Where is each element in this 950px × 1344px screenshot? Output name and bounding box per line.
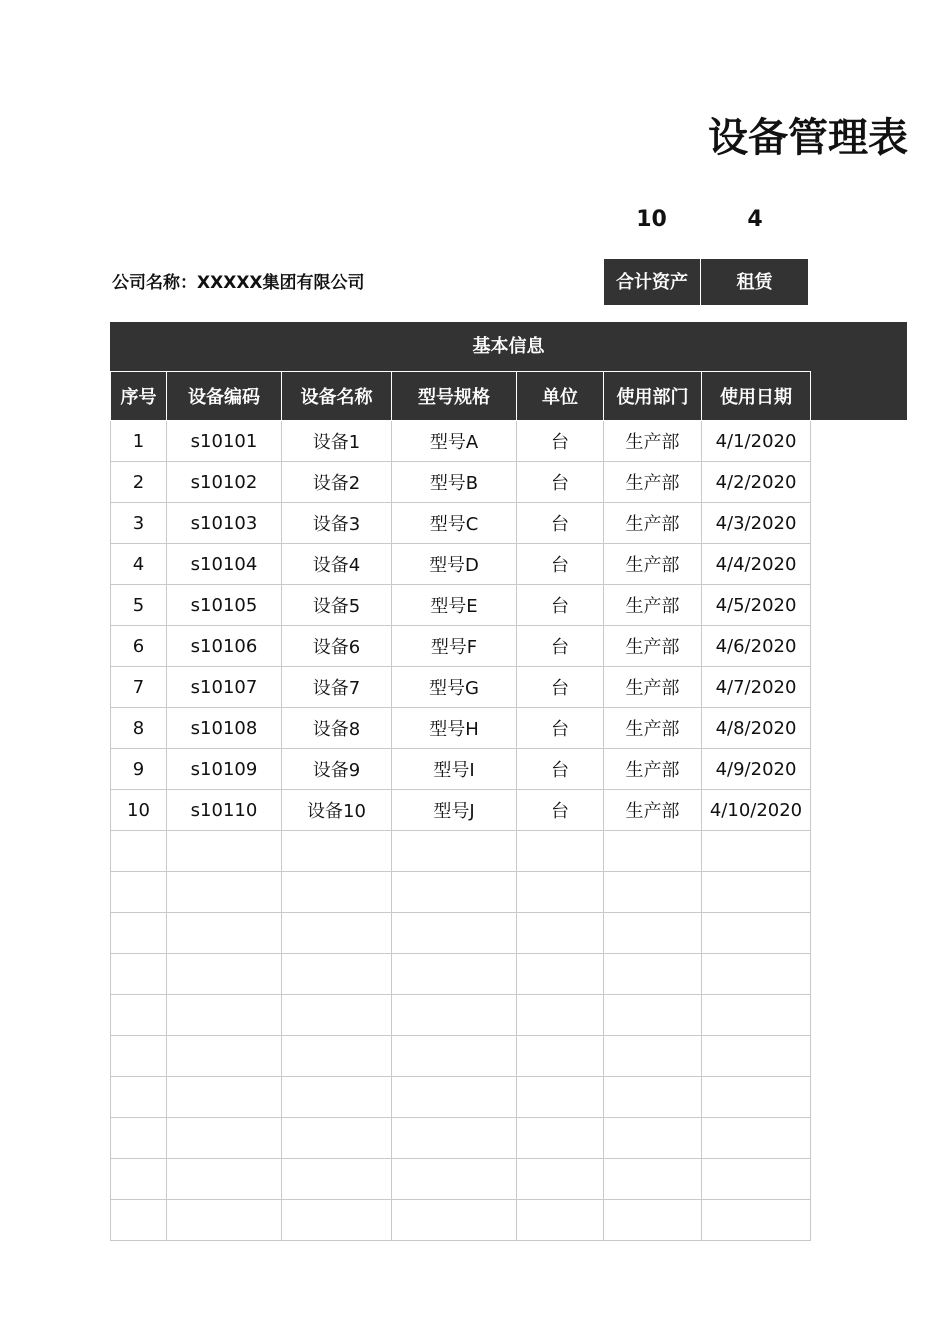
cell-name: 设备3: [282, 503, 392, 544]
cell-code: s10109: [167, 749, 282, 790]
cell-name: 设备2: [282, 462, 392, 503]
table-row: [111, 585, 811, 626]
cell-code: [167, 872, 282, 913]
cell-name: [282, 872, 392, 913]
cell-unit: 台: [517, 421, 604, 462]
col-header-name: 设备名称: [282, 372, 392, 421]
cell-model: [392, 831, 517, 872]
cell-date: 4/3/2020: [702, 503, 811, 544]
cell-name: 设备10: [282, 790, 392, 831]
cell-index: 4: [111, 544, 167, 585]
col-header-model: 型号规格: [392, 372, 517, 421]
total-assets-label: 合计资产: [603, 258, 701, 306]
cell-model: 型号F: [392, 626, 517, 667]
cell-date: [702, 954, 811, 995]
cell-department: [604, 872, 702, 913]
cell-department: [604, 995, 702, 1036]
cell-model: 型号J: [392, 790, 517, 831]
cell-unit: [517, 1036, 604, 1077]
cell-unit: [517, 995, 604, 1036]
cell-code: [167, 831, 282, 872]
cell-department: 生产部: [604, 708, 702, 749]
cell-department: [604, 1159, 702, 1200]
cell-model: [392, 1200, 517, 1241]
leased-value: 4: [747, 207, 763, 232]
cell-code: s10101: [167, 421, 282, 462]
cell-date: 4/5/2020: [702, 585, 811, 626]
cell-model: 型号G: [392, 667, 517, 708]
cell-date: [702, 872, 811, 913]
cell-code: [167, 1077, 282, 1118]
cell-index: 5: [111, 585, 167, 626]
cell-code: s10104: [167, 544, 282, 585]
cell-index: [111, 831, 167, 872]
cell-name: [282, 1159, 392, 1200]
cell-name: 设备5: [282, 585, 392, 626]
cell-model: 型号A: [392, 421, 517, 462]
cell-index: [111, 913, 167, 954]
cell-date: [702, 831, 811, 872]
cell-date: 4/6/2020: [702, 626, 811, 667]
leased-label: 租赁: [700, 258, 809, 306]
cell-code: s10107: [167, 667, 282, 708]
cell-code: s10105: [167, 585, 282, 626]
cell-date: 4/4/2020: [702, 544, 811, 585]
cell-name: 设备1: [282, 421, 392, 462]
col-header-index: 序号: [111, 372, 167, 421]
cell-unit: [517, 872, 604, 913]
cell-department: [604, 1077, 702, 1118]
table-row: [111, 1159, 811, 1200]
cell-code: [167, 1159, 282, 1200]
company-name: 公司名称：XXXXX集团有限公司: [112, 273, 365, 293]
cell-unit: 台: [517, 544, 604, 585]
cell-index: [111, 995, 167, 1036]
table-row: [111, 708, 811, 749]
col-header-department: 使用部门: [604, 372, 702, 421]
cell-department: [604, 1200, 702, 1241]
table-row: [111, 1118, 811, 1159]
cell-unit: [517, 831, 604, 872]
cell-code: [167, 954, 282, 995]
cell-index: [111, 1077, 167, 1118]
cell-code: [167, 1200, 282, 1241]
table-body: [111, 421, 811, 1241]
cell-date: 4/9/2020: [702, 749, 811, 790]
cell-model: [392, 954, 517, 995]
cell-department: 生产部: [604, 462, 702, 503]
table-row: [111, 503, 811, 544]
total-assets-value: 10: [636, 207, 667, 232]
cell-code: s10102: [167, 462, 282, 503]
cell-name: [282, 913, 392, 954]
cell-name: [282, 954, 392, 995]
cell-index: 8: [111, 708, 167, 749]
cell-index: 3: [111, 503, 167, 544]
cell-unit: 台: [517, 462, 604, 503]
cell-date: [702, 1159, 811, 1200]
table-row: [111, 872, 811, 913]
cell-model: 型号B: [392, 462, 517, 503]
cell-model: 型号I: [392, 749, 517, 790]
cell-code: [167, 1036, 282, 1077]
cell-unit: [517, 1118, 604, 1159]
cell-model: 型号D: [392, 544, 517, 585]
cell-date: [702, 913, 811, 954]
cell-unit: 台: [517, 667, 604, 708]
cell-date: [702, 995, 811, 1036]
cell-name: 设备6: [282, 626, 392, 667]
cell-unit: 台: [517, 503, 604, 544]
cell-unit: [517, 913, 604, 954]
cell-department: [604, 1118, 702, 1159]
cell-date: [702, 1036, 811, 1077]
table-row: [111, 1200, 811, 1241]
cell-unit: [517, 1077, 604, 1118]
cell-unit: [517, 1200, 604, 1241]
cell-date: [702, 1118, 811, 1159]
cell-code: s10108: [167, 708, 282, 749]
page-title: 设备管理表: [708, 115, 908, 161]
cell-index: 9: [111, 749, 167, 790]
table-row: [111, 749, 811, 790]
cell-model: [392, 1036, 517, 1077]
header-row: [111, 372, 811, 421]
cell-model: 型号H: [392, 708, 517, 749]
cell-date: 4/7/2020: [702, 667, 811, 708]
cell-unit: [517, 1159, 604, 1200]
cell-date: 4/2/2020: [702, 462, 811, 503]
cell-index: [111, 872, 167, 913]
cell-name: [282, 1200, 392, 1241]
table-row: [111, 462, 811, 503]
cell-department: 生产部: [604, 790, 702, 831]
cell-unit: 台: [517, 708, 604, 749]
table-row: [111, 421, 811, 462]
cell-name: [282, 995, 392, 1036]
cell-department: [604, 1036, 702, 1077]
cell-date: 4/8/2020: [702, 708, 811, 749]
cell-unit: 台: [517, 790, 604, 831]
cell-index: 1: [111, 421, 167, 462]
cell-department: 生产部: [604, 667, 702, 708]
cell-name: 设备7: [282, 667, 392, 708]
cell-model: [392, 995, 517, 1036]
table-row: [111, 995, 811, 1036]
cell-model: [392, 1159, 517, 1200]
cell-model: 型号E: [392, 585, 517, 626]
cell-code: s10110: [167, 790, 282, 831]
cell-code: [167, 913, 282, 954]
cell-department: 生产部: [604, 585, 702, 626]
cell-name: [282, 1118, 392, 1159]
cell-name: [282, 1077, 392, 1118]
cell-department: [604, 913, 702, 954]
cell-name: 设备4: [282, 544, 392, 585]
col-header-date: 使用日期: [702, 372, 811, 421]
cell-unit: 台: [517, 749, 604, 790]
cell-date: 4/1/2020: [702, 421, 811, 462]
cell-date: 4/10/2020: [702, 790, 811, 831]
col-header-unit: 单位: [517, 372, 604, 421]
cell-index: 2: [111, 462, 167, 503]
cell-code: [167, 1118, 282, 1159]
cell-index: [111, 954, 167, 995]
table-row: [111, 1036, 811, 1077]
cell-index: [111, 1200, 167, 1241]
cell-department: [604, 831, 702, 872]
cell-code: [167, 995, 282, 1036]
cell-index: 7: [111, 667, 167, 708]
cell-index: [111, 1159, 167, 1200]
cell-department: [604, 954, 702, 995]
col-header-code: 设备编码: [167, 372, 282, 421]
table-row: [111, 667, 811, 708]
equipment-table: [110, 371, 811, 1241]
table-row: [111, 790, 811, 831]
cell-model: [392, 1118, 517, 1159]
cell-department: 生产部: [604, 749, 702, 790]
table-row: [111, 1077, 811, 1118]
cell-index: [111, 1118, 167, 1159]
section-title: 基本信息: [472, 336, 545, 357]
cell-index: 6: [111, 626, 167, 667]
table-row: [111, 954, 811, 995]
cell-department: 生产部: [604, 544, 702, 585]
cell-date: [702, 1200, 811, 1241]
cell-department: 生产部: [604, 421, 702, 462]
cell-name: 设备8: [282, 708, 392, 749]
table-row: [111, 544, 811, 585]
cell-code: s10106: [167, 626, 282, 667]
cell-model: [392, 872, 517, 913]
cell-name: 设备9: [282, 749, 392, 790]
title-clip: [700, 104, 908, 174]
cell-name: [282, 831, 392, 872]
cell-unit: 台: [517, 585, 604, 626]
cell-model: [392, 913, 517, 954]
cell-unit: 台: [517, 626, 604, 667]
table-row: [111, 831, 811, 872]
cell-date: [702, 1077, 811, 1118]
cell-index: 10: [111, 790, 167, 831]
table-row: [111, 626, 811, 667]
cell-name: [282, 1036, 392, 1077]
cell-model: 型号C: [392, 503, 517, 544]
cell-code: s10103: [167, 503, 282, 544]
cell-unit: [517, 954, 604, 995]
cell-index: [111, 1036, 167, 1077]
cell-department: 生产部: [604, 626, 702, 667]
table-row: [111, 913, 811, 954]
cell-department: 生产部: [604, 503, 702, 544]
cell-model: [392, 1077, 517, 1118]
